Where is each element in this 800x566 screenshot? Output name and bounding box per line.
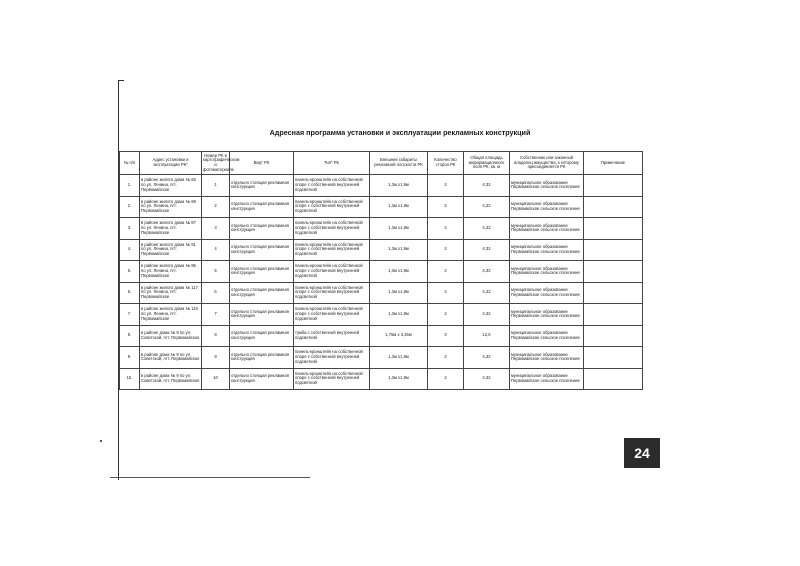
row-map-number: 2 xyxy=(202,196,230,218)
row-kind: отдельно стоящая рекламная конструкция xyxy=(230,368,294,390)
header-sides: Количество сторон РК xyxy=(428,152,464,175)
row-sides: 2 xyxy=(428,347,464,369)
row-address: в районе дома № 9 по ул. Советской, пгт. Первомайское xyxy=(140,325,202,347)
row-size: 1,3м х1,9м xyxy=(370,175,428,197)
row-type: панель-кронштейн на собственной опоре с собственной внутренней подсветкой xyxy=(294,368,370,390)
row-sides: 2 xyxy=(428,261,464,283)
row-area: 12,6 xyxy=(464,325,510,347)
row-owner: муниципальное образование Первомайское сельское поселение xyxy=(510,347,584,369)
header-size: Внешние габариты рекламной плоскости РК xyxy=(370,152,428,175)
row-area: 4,32 xyxy=(464,239,510,261)
row-map-number: 1 xyxy=(202,175,230,197)
row-note xyxy=(584,218,643,240)
row-area: 4,32 xyxy=(464,347,510,369)
row-number: 10. xyxy=(120,368,140,390)
row-kind: отдельно стоящая рекламная конструкция xyxy=(230,304,294,326)
row-owner: муниципальное образование Первомайское сельское поселение xyxy=(510,239,584,261)
row-type: панель-кронштейн на собственной опоре с собственной внутренней подсветкой xyxy=(294,239,370,261)
row-map-number: 5 xyxy=(202,261,230,283)
row-area: 4,32 xyxy=(464,282,510,304)
table-header-row xyxy=(120,152,643,175)
row-number: 1. xyxy=(120,175,140,197)
page-number-badge: 24 xyxy=(624,438,660,468)
row-owner: муниципальное образование Первомайское сельское поселение xyxy=(510,325,584,347)
table-row xyxy=(120,239,643,261)
row-area: 4,32 xyxy=(464,175,510,197)
row-kind: отдельно стоящая рекламная конструкция xyxy=(230,261,294,283)
row-note xyxy=(584,325,643,347)
row-note xyxy=(584,261,643,283)
row-number: 2. xyxy=(120,196,140,218)
row-type: панель-кронштейн на собственной опоре с собственной внутренней подсветкой xyxy=(294,347,370,369)
row-area: 4,32 xyxy=(464,261,510,283)
row-area: 4,32 xyxy=(464,368,510,390)
row-note xyxy=(584,175,643,197)
row-size: 1,3м х1,9м xyxy=(370,196,428,218)
row-map-number: 7 xyxy=(202,304,230,326)
row-sides: 2 xyxy=(428,239,464,261)
row-kind: отдельно стоящая рекламная конструкция xyxy=(230,239,294,261)
row-type: тумба с собственной внутренней подсветкой xyxy=(294,325,370,347)
row-map-number: 10 xyxy=(202,368,230,390)
row-note xyxy=(584,196,643,218)
row-address: в районе жилого дома № 91 по ул. Ленина, пгт. Первомайское xyxy=(140,239,202,261)
row-map-number: 4 xyxy=(202,239,230,261)
table-row xyxy=(120,368,643,390)
row-area: 4,32 xyxy=(464,304,510,326)
row-kind: отдельно стоящая рекламная конструкция xyxy=(230,325,294,347)
row-owner: муниципальное образование Первомайское сельское поселение xyxy=(510,218,584,240)
row-owner: муниципальное образование Первомайское сельское поселение xyxy=(510,304,584,326)
row-sides: 2 xyxy=(428,175,464,197)
table-row xyxy=(120,347,643,369)
table-body xyxy=(120,175,643,390)
row-address: в районе дома № 9 по ул. Советской, пгт. Первомайское xyxy=(140,347,202,369)
row-area: 4,32 xyxy=(464,196,510,218)
row-sides: 2 xyxy=(428,304,464,326)
row-map-number: 8 xyxy=(202,325,230,347)
row-type: панель-кронштейн на собственной опоре с собственной внутренней подсветкой xyxy=(294,304,370,326)
row-sides: 2 xyxy=(428,282,464,304)
document-title: Адресная программа установки и эксплуатации рекламных конструкций xyxy=(269,128,531,137)
row-type: панель-кронштейн на собственной опоре с собственной внутренней подсветкой xyxy=(294,196,370,218)
table-row xyxy=(120,218,643,240)
header-note: Примечание xyxy=(584,152,643,175)
row-type: панель-кронштейн на собственной опоре с собственной внутренней подсветкой xyxy=(294,282,370,304)
header-owner: Собственник или законный владелец имущества, к которому присоединяется РК xyxy=(510,152,584,175)
header-area: Общая площадь информационного поля РК, кв. м xyxy=(464,152,510,175)
row-address: в районе дома № 9 по ул. Советской, пгт. Первомайское xyxy=(140,368,202,390)
row-sides: 2 xyxy=(428,218,464,240)
row-address: в районе жилого дома № 69 по ул. Ленина, пгт. Первомайское xyxy=(140,196,202,218)
row-note xyxy=(584,347,643,369)
row-size: 1,3м х1,9м xyxy=(370,347,428,369)
row-size: 1,3м х1,9м xyxy=(370,239,428,261)
row-size: 1,3м х1,9м xyxy=(370,304,428,326)
row-type: панель-кронштейн на собственной опоре с собственной внутренней подсветкой xyxy=(294,175,370,197)
header-map-number: Номер РК в картографическом и фотоматериале xyxy=(202,152,230,175)
row-address: в районе жилого дома № 117 по ул. Ленина, пгт. Первомайское xyxy=(140,282,202,304)
row-address: в районе жилого дома № 119 по ул. Ленина, пгт. Первомайское xyxy=(140,304,202,326)
row-number: 9. xyxy=(120,347,140,369)
row-kind: отдельно стоящая рекламная конструкция xyxy=(230,196,294,218)
row-note xyxy=(584,239,643,261)
row-size: 1,3м х1,9м xyxy=(370,368,428,390)
row-type: панель-кронштейн на собственной опоре с собственной внутренней подсветкой xyxy=(294,261,370,283)
row-note xyxy=(584,282,643,304)
table-row xyxy=(120,304,643,326)
header-type: Тип* РК xyxy=(294,152,370,175)
row-map-number: 6 xyxy=(202,282,230,304)
row-owner: муниципальное образование Первомайское сельское поселение xyxy=(510,196,584,218)
footer-rule xyxy=(110,477,310,478)
row-size: 1,3м х1,9м xyxy=(370,282,428,304)
table-row xyxy=(120,325,643,347)
scan-mark xyxy=(100,440,102,442)
header-kind: Вид* РК xyxy=(230,152,294,175)
advertising-structures-table xyxy=(119,151,643,390)
header-num: № п/п xyxy=(120,152,140,175)
row-kind: отдельно стоящая рекламная конструкция xyxy=(230,175,294,197)
row-size: 1,3м х1,9м xyxy=(370,261,428,283)
row-size: 1,75м х 3,45м xyxy=(370,325,428,347)
row-address: в районе жилого дома № 87 по ул. Ленина, пгт. Первомайское xyxy=(140,218,202,240)
row-type: панель-кронштейн на собственной опоре с собственной внутренней подсветкой xyxy=(294,218,370,240)
row-sides: 2 xyxy=(428,196,464,218)
row-number: 8. xyxy=(120,325,140,347)
header-address: Адрес установки и эксплуатации РК* xyxy=(140,152,202,175)
page-margin-tick xyxy=(118,80,124,81)
table-row xyxy=(120,196,643,218)
row-owner: муниципальное образование Первомайское сельское поселение xyxy=(510,175,584,197)
row-owner: муниципальное образование Первомайское сельское поселение xyxy=(510,282,584,304)
row-number: 4. xyxy=(120,239,140,261)
row-address: в районе жилого дома № 95 по ул. Ленина, пгт. Первомайское xyxy=(140,261,202,283)
row-area: 4,32 xyxy=(464,218,510,240)
row-size: 1,3м х1,9м xyxy=(370,218,428,240)
row-owner: муниципальное образование Первомайское сельское поселение xyxy=(510,368,584,390)
row-number: 7. xyxy=(120,304,140,326)
table-row xyxy=(120,282,643,304)
row-owner: муниципальное образование Первомайское сельское поселение xyxy=(510,261,584,283)
table-row xyxy=(120,261,643,283)
row-number: 3. xyxy=(120,218,140,240)
row-number: 6. xyxy=(120,282,140,304)
row-sides: 3 xyxy=(428,325,464,347)
row-number: 5. xyxy=(120,261,140,283)
row-kind: отдельно стоящая рекламная конструкция xyxy=(230,282,294,304)
row-address: в районе жилого дома № 65 по ул. Ленина, пгт. Первомайское xyxy=(140,175,202,197)
row-note xyxy=(584,368,643,390)
row-note xyxy=(584,304,643,326)
table-row xyxy=(120,175,643,197)
row-kind: отдельно стоящая рекламная конструкция xyxy=(230,218,294,240)
row-map-number: 3 xyxy=(202,218,230,240)
row-map-number: 9 xyxy=(202,347,230,369)
row-sides: 2 xyxy=(428,368,464,390)
row-kind: отдельно стоящая рекламная конструкция xyxy=(230,347,294,369)
